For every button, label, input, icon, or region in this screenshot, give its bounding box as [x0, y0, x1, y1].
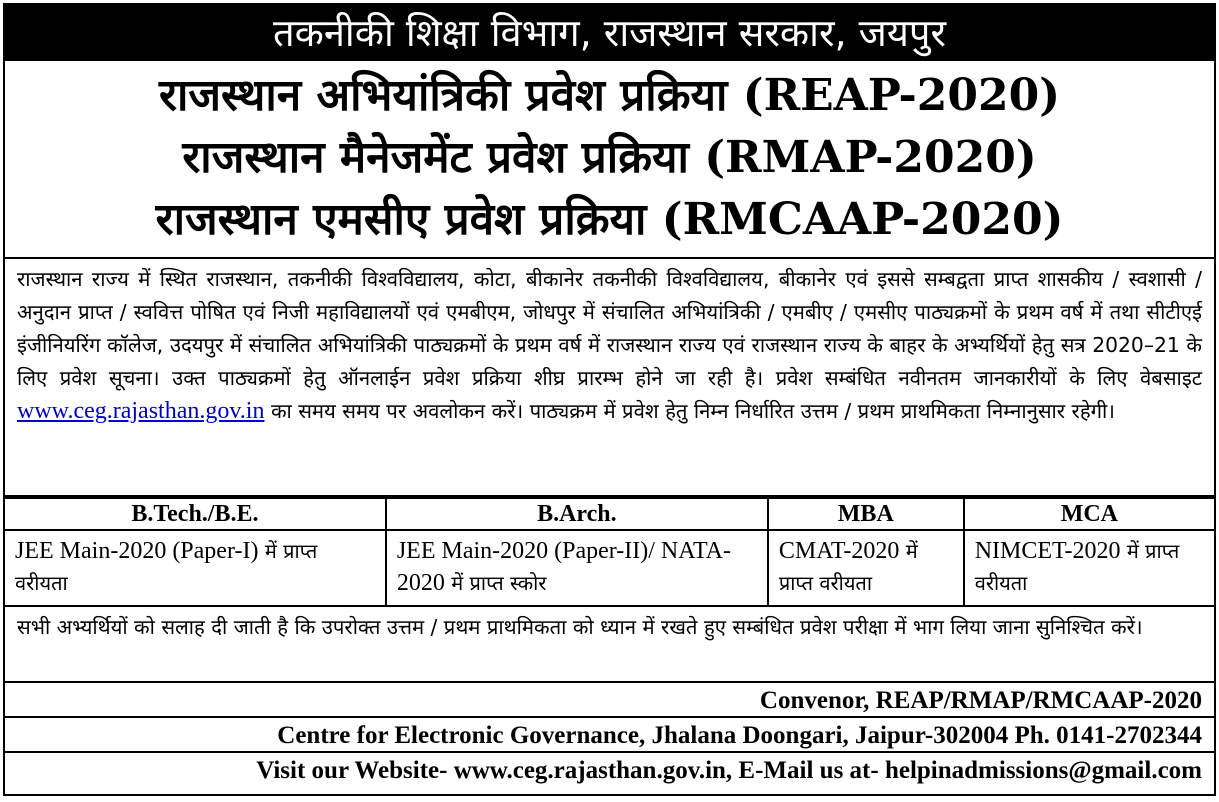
title-rmap — [5, 127, 1214, 189]
notice-paragraph — [5, 259, 1214, 497]
admission-notice — [3, 3, 1216, 796]
title-reap — [5, 65, 1214, 127]
table-header-row — [5, 498, 1214, 530]
title-reap-hindi: राजस्थान अभियांत्रिकी प्रवेश प्रक्रिया — [158, 70, 728, 121]
cell-mba-note: में प्राप्त वरीयता — [778, 539, 918, 595]
notice-text-before-link: राजस्थान राज्य में स्थित राजस्थान, तकनीकी विश्वविद्यालय, कोटा, बीकानेर तकनीकी विश्वविद्यालय, बीकानेर एवं इससे सम्बद्वता प्राप्त शासकीय / स्वशासी / अनुदान प्राप्त / स्ववित्त पोषित एवं निजी महाविद्यालयों एवं एमबीएम, जोधपुर में संचालित अभियांत्रिकी / एमबीए / एमसीए पाठ्यक्रमों के प्रथम वर्ष में तथा सीटीएई इंजीनियरिंग कॉलेज, उदयपुर में संचालित अभियांत्रिकी पाठ्यक्रमों के प्रथम वर्ष में राजस्थान राज्य एवं राजस्थान राज्य के बाहर के अभ्यर्थियों हेतु सत्र 2020–21 के लिए प्रवेश सूचना। उक्त पाठ्यक्रमों हेतु ऑनलाईन प्रवेश प्रक्रिया शीघ्र प्रारम्भ होने जा रही है। प्रवेश सम्बंधित नवीनतम जानकारीयों के लिए वेबसाइट — [17, 267, 1202, 390]
cell-mca-note: में प्राप्त वरीयता — [974, 539, 1180, 595]
title-rmap-hindi: राजस्थान मैनेजमेंट प्रवेश प्रक्रिया — [182, 132, 689, 183]
header-mca: MCA — [964, 498, 1214, 530]
cell-mca-exam: NIMCET-2020 — [974, 538, 1121, 564]
website-link[interactable]: www.ceg.rajasthan.gov.in — [17, 398, 265, 424]
header-barch: B.Arch. — [386, 498, 768, 530]
cell-mca — [964, 530, 1214, 606]
header-mba: MBA — [768, 498, 964, 530]
cell-btech-note: में प्राप्त वरीयता — [15, 539, 318, 595]
process-titles — [5, 61, 1214, 259]
title-rmap-code: (RMAP-2020) — [704, 132, 1037, 183]
table-row — [5, 530, 1214, 606]
cell-btech — [5, 530, 386, 606]
title-rmcaap-code: (RMCAAP-2020) — [661, 194, 1064, 245]
cell-btech-exam: JEE Main-2020 (Paper-I) — [15, 538, 259, 564]
cell-barch-note: में प्राप्त स्कोर — [451, 571, 547, 595]
advice-paragraph: सभी अभ्यर्थियों को सलाह दी जाती है कि उपरोक्त उत्तम / प्रथम प्राथमिकता को ध्यान में रखते हुए सम्बंधित प्रवेश परीक्षा में भाग लिया जाना सुनिश्चित करें। — [5, 607, 1214, 683]
cell-mba — [768, 530, 964, 606]
convenor-line: Convenor, REAP/RMAP/RMCAAP-2020 — [5, 683, 1214, 718]
exam-priority-table — [5, 497, 1214, 607]
title-rmcaap-hindi: राजस्थान एमसीए प्रवेश प्रक्रिया — [155, 194, 647, 245]
address-line: Centre for Electronic Governance, Jhalana Doongari, Jaipur-302004 Ph. 0141-2702344 — [5, 718, 1214, 753]
title-reap-code: (REAP-2020) — [742, 70, 1061, 121]
contact-line: Visit our Website- www.ceg.rajasthan.gov.in, E-Mail us at- helpinadmissions@gmail.com — [256, 757, 1202, 784]
department-banner: तकनीकी शिक्षा विभाग, राजस्थान सरकार, जयपुर — [5, 5, 1214, 61]
title-rmcaap — [5, 189, 1214, 251]
notice-text-after-link: का समय समय पर अवलोकन करें। पाठ्यक्रम में प्रवेश हेतु निम्न निर्धारित उत्तम / प्रथम प्राथमिकता निम्नानुसार रहेगी। — [270, 399, 1115, 423]
cell-barch-exam: JEE Main-2020 (Paper-II)/ NATA- 2020 — [396, 538, 731, 596]
header-btech: B.Tech./B.E. — [5, 498, 386, 530]
cell-barch — [386, 530, 768, 606]
cell-mba-exam: CMAT-2020 — [778, 538, 900, 564]
